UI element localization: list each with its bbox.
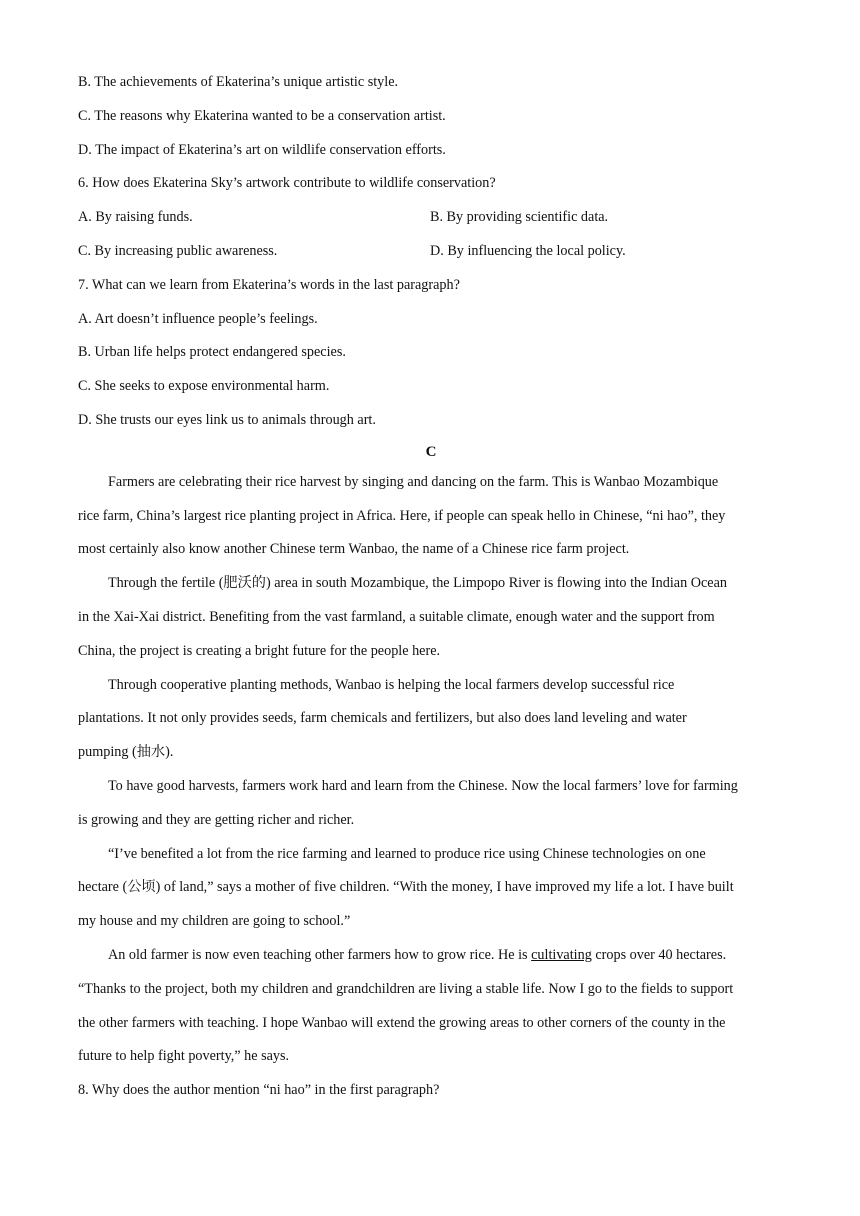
q6-option-b: B. By providing scientific data. [430, 209, 609, 226]
q5-option-d: D. The impact of Ekaterina’s art on wildlife conservation efforts. [78, 141, 446, 158]
paragraph-line: “I’ve benefited a lot from the rice farming and learned to produce rice using Chinese technologies on one [108, 845, 706, 862]
text-run: crops over 40 hectares. [591, 946, 727, 963]
paragraph-line: To have good harvests, farmers work hard and learn from the Chinese. Now the local farmers’ love for farming [108, 777, 738, 794]
q7-question: 7. What can we learn from Ekaterina’s words in the last paragraph? [78, 276, 460, 293]
paragraph-line: is growing and they are getting richer and richer. [78, 811, 355, 828]
paragraph-line: most certainly also know another Chinese term Wanbao, the name of a Chinese rice farm project. [78, 541, 630, 558]
q8-question: 8. Why does the author mention “ni hao” in the first paragraph? [78, 1082, 440, 1099]
paragraph-1 [78, 466, 784, 567]
document-page [78, 66, 784, 1108]
paragraph-line: in the Xai-Xai district. Benefiting from the vast farmland, a suitable climate, enough water and the support from [78, 608, 715, 625]
paragraph-4 [78, 770, 784, 838]
paragraph-line: “Thanks to the project, both my children and grandchildren are living a stable life. Now I go to the fields to support [78, 980, 734, 997]
paragraph-3 [78, 669, 784, 770]
paragraph-line: future to help fight poverty,” he says. [78, 1048, 290, 1065]
q6-options-row-1 [78, 201, 784, 235]
paragraph-6 [78, 939, 784, 1074]
paragraph-line: the other farmers with teaching. I hope Wanbao will extend the growing areas to other corners of the county in the [78, 1014, 726, 1031]
paragraph-line: my house and my children are going to school.” [78, 913, 351, 930]
q6-question: 6. How does Ekaterina Sky’s artwork contribute to wildlife conservation? [78, 175, 496, 192]
q6-option-d: D. By influencing the local policy. [430, 242, 626, 259]
paragraph-line [78, 939, 784, 973]
paragraph-line: plantations. It not only provides seeds, farm chemicals and fertilizers, but also does land leveling and water [78, 710, 687, 727]
q7-option-d: D. She trusts our eyes link us to animals through art. [78, 411, 376, 428]
paragraph-line: China, the project is creating a bright future for the people here. [78, 642, 441, 659]
text-run: An old farmer is now even teaching other farmers how to grow rice. He is [108, 946, 532, 963]
paragraph-line: hectare (公顷) of land,” says a mother of five children. “With the money, I have improved my life a lot. I have built [78, 879, 734, 896]
paragraph-5 [78, 838, 784, 939]
section-title: C [425, 443, 437, 460]
q5-option-b: B. The achievements of Ekaterina’s unique artistic style. [78, 74, 399, 90]
paragraph-2 [78, 567, 784, 668]
paragraph-line: Through cooperative planting methods, Wanbao is helping the local farmers develop successful rice [108, 676, 675, 693]
q7-option-a: A. Art doesn’t influence people’s feelings. [78, 310, 318, 327]
paragraph-line: Through the fertile (肥沃的) area in south Mozambique, the Limpopo River is flowing into the Indian Ocean [108, 575, 727, 592]
paragraph-line: Farmers are celebrating their rice harvest by singing and dancing on the farm. This is Wanbao Mozambique [108, 473, 719, 490]
q5-option-c: C. The reasons why Ekaterina wanted to be a conservation artist. [78, 107, 446, 124]
q6-options-row-2 [78, 235, 784, 269]
q6-option-c: C. By increasing public awareness. [78, 242, 278, 259]
paragraph-line: pumping (抽水). [78, 744, 174, 761]
paragraph-line: rice farm, China’s largest rice planting project in Africa. Here, if people can speak hello in Chinese, “ni hao”, they [78, 507, 726, 524]
q7-option-b: B. Urban life helps protect endangered species. [78, 344, 346, 361]
q7-option-c: C. She seeks to expose environmental harm. [78, 378, 330, 395]
q6-option-a: A. By raising funds. [78, 209, 193, 226]
underlined-word: cultivating [531, 946, 592, 963]
